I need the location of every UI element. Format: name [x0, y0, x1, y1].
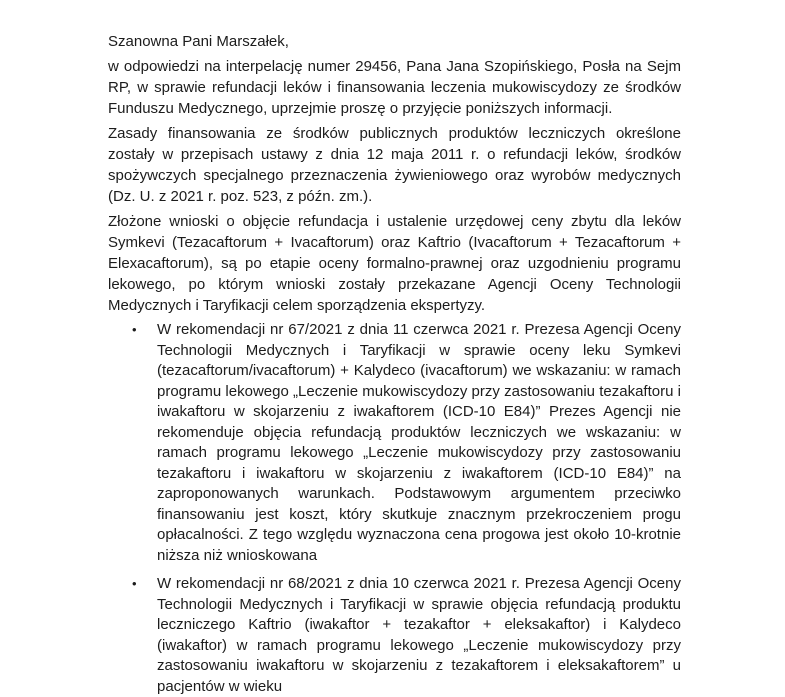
bullet-icon: •	[132, 322, 137, 337]
bullet-icon: •	[132, 576, 137, 591]
list-item-text: W rekomendacji nr 68/2021 z dnia 10 czerwca 2021 r. Prezesa Agencji Oceny Technologii Medycznych i Taryfikacji w sprawie objęcia refundacją produktu leczniczego Kaftrio (iwakaftor + tezakaftor + eleksakaftor) i Kalydeco (iwakaftor) w ramach programu lekowego „Leczenie mukowiscydozy przy zastosowaniu iwakaftoru w skojarzeniu z tezakaftorem i eleksakaftorem” u pacjentów w wieku	[157, 575, 681, 695]
paragraph-intro: w odpowiedzi na interpelację numer 29456, Pana Jana Szopińskiego, Posła na Sejm RP, w sprawie refundacji leków i finansowania leczenia mukowiscydozy ze środków Funduszu Medycznego, uprzejmie proszę o przyjęcie poniższych informacji.	[108, 58, 681, 117]
list-item-text: W rekomendacji nr 67/2021 z dnia 11 czerwca 2021 r. Prezesa Agencji Oceny Technologii Medycznych i Taryfikacji w sprawie oceny leku Symkevi (tezacaftorum/ivacaftorum) + Kalydeco (ivacaftorum) we wskazaniu: w ramach programu lekowego „Leczenie mukowiscydozy przy zastosowaniu tezakaftoru i iwakaftoru w skojarzeniu z iwakaftorem (ICD-10 E84)” Prezes Agencji nie rekomenduje objęcia refundacją produktów leczniczych we wskazaniu: w ramach programu lekowego „Leczenie mukowiscydozy przy zastosowaniu tezakaftoru i iwakaftoru w skojarzeniu z iwakaftorem (ICD-10 E84)” na zaproponowanych warunkach. Podstawowym argumentem przeciwko finansowaniu jest koszt, który skutkuje znacznym przekroczeniem progu opłacalności. Z tego względu wyznaczona cena progowa jest około 10-krotnie niższa niż wnioskowana	[157, 321, 681, 564]
list-item-recommendation-68-2021	[108, 574, 681, 697]
list-item-recommendation-67-2021	[108, 320, 681, 566]
recommendations-list	[108, 320, 681, 697]
paragraph-applications-status: Złożone wnioski o objęcie refundacja i ustalenie urzędowej ceny zbytu dla leków Symkevi (Tezacaftorum + Ivacaftorum) oraz Kaftrio (Ivacaftorum + Tezacaftorum + Elexacaftorum), są po etapie oceny formalno-prawnej oraz uzgodnieniu programu lekowego, po którym wnioski zostały przekazane Agencji Oceny Technologii Medycznych i Taryfikacji celem sporządzenia ekspertyzy.	[108, 213, 681, 314]
salutation: Szanowna Pani Marszałek,	[108, 33, 289, 50]
paragraph-financing-rules: Zasady finansowania ze środków publicznych produktów leczniczych określone zostały w przepisach ustawy z dnia 12 maja 2011 r. o refundacji leków, środków spożywczych specjalnego przeznaczenia żywieniowego oraz wyrobów medycznych (Dz. U. z 2021 r. poz. 523, z późn. zm.).	[108, 125, 681, 205]
